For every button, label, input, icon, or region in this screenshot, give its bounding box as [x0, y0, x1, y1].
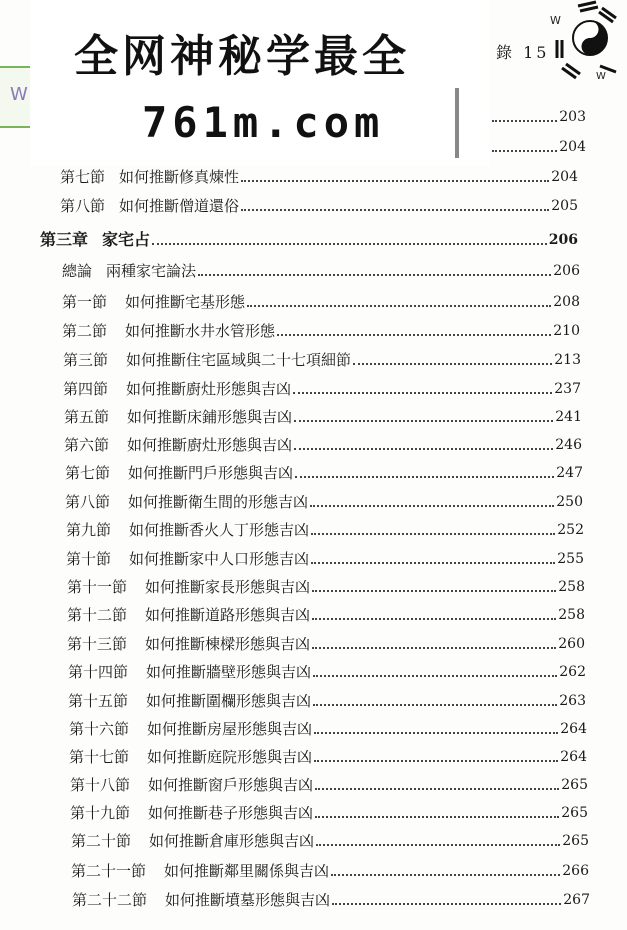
toc-title: 如何推斷衛生間的形態吉凶 — [128, 493, 309, 511]
toc-entry — [62, 289, 580, 311]
toc-page: 241 — [555, 409, 582, 425]
toc-entry — [60, 164, 578, 186]
toc-title: 如何推斷床鋪形態與吉凶 — [127, 408, 293, 426]
toc-entry — [67, 602, 585, 624]
toc-section: 第十七節 — [69, 748, 130, 766]
toc-section: 第十二節 — [67, 606, 128, 624]
leader-dots — [316, 844, 560, 846]
toc-page: 247 — [556, 465, 583, 481]
leader-dots — [314, 760, 558, 762]
toc-entry — [60, 193, 578, 215]
toc-title: 如何推斷門戶形態與吉凶 — [128, 464, 294, 482]
toc-entry — [66, 546, 584, 568]
toc-entry — [68, 688, 586, 710]
leader-dots — [353, 363, 552, 365]
toc-page: 266 — [562, 863, 589, 879]
leader-dots — [314, 732, 558, 734]
leader-dots — [294, 420, 553, 422]
toc-title: 如何推斷墳墓形態與吉凶 — [165, 891, 331, 909]
toc-page: 205 — [551, 198, 578, 214]
leader-dots — [310, 505, 554, 507]
toc-section: 第二十二節 — [72, 891, 148, 909]
toc-title: 如何推斷巷子形態與吉凶 — [148, 804, 314, 822]
toc-section: 第十三節 — [67, 635, 128, 653]
leader-dots — [198, 274, 551, 276]
toc-title: 如何推斷水井水管形態 — [125, 322, 276, 340]
toc-page: 204 — [559, 139, 586, 155]
side-tab-label: W — [10, 84, 28, 105]
leader-dots — [241, 209, 549, 211]
toc-entry — [64, 404, 582, 426]
toc-section: 第三章 — [40, 230, 89, 249]
toc-title: 如何推斷修真煉性 — [119, 168, 240, 186]
toc-section: 第一節 — [62, 293, 108, 311]
toc-page: 267 — [563, 892, 590, 908]
toc-entry — [490, 134, 586, 156]
toc-entry — [71, 828, 589, 850]
toc-section: 第八節 — [60, 197, 106, 215]
toc-entry — [62, 318, 580, 340]
toc-page: 250 — [556, 494, 583, 510]
toc-entry — [67, 631, 585, 653]
leader-dots — [241, 180, 549, 182]
toc-section: 第二十節 — [71, 832, 132, 850]
toc-page: 206 — [548, 232, 578, 248]
leader-dots — [313, 675, 557, 677]
toc-entry — [66, 517, 584, 539]
toc-title: 如何推斷廚灶形態與吉凶 — [127, 436, 293, 454]
toc-section: 第十六節 — [69, 720, 130, 738]
toc-chapter — [40, 227, 578, 249]
toc-entry — [65, 489, 583, 511]
toc-title: 如何推斷香火人丁形態吉凶 — [129, 521, 310, 539]
toc-entry — [63, 376, 581, 398]
toc-section: 第十四節 — [68, 663, 129, 681]
toc-title: 兩種家宅論法 — [106, 262, 197, 280]
toc-section: 第七節 — [60, 168, 106, 186]
emblem-letter-top: W — [550, 14, 561, 27]
toc-page: 264 — [560, 721, 587, 737]
toc-title: 如何推斷庭院形態與吉凶 — [147, 748, 313, 766]
toc-entry — [63, 347, 581, 369]
watermark-url: 761m.com — [142, 98, 385, 147]
toc-page: 263 — [559, 693, 586, 709]
leader-dots — [294, 448, 553, 450]
toc-entry — [67, 574, 585, 596]
toc-page: 258 — [558, 607, 585, 623]
toc-entry — [62, 258, 580, 280]
toc-title: 如何推斷鄰里關係與吉凶 — [164, 862, 330, 880]
toc-section: 第十一節 — [67, 578, 128, 596]
toc-page: 210 — [553, 323, 580, 339]
leader-dots — [315, 816, 559, 818]
leader-dots — [332, 903, 561, 905]
toc-page: 203 — [559, 109, 586, 125]
leader-dots — [293, 392, 552, 394]
toc-section: 第七節 — [65, 464, 111, 482]
toc-title: 家宅占 — [102, 230, 151, 249]
header-page-number: 15 — [523, 43, 550, 62]
bagua-emblem-icon — [550, 0, 625, 80]
emblem-letter-bottom: W — [596, 71, 606, 80]
toc-page: 213 — [554, 352, 581, 368]
toc-entry — [65, 460, 583, 482]
toc-section: 第十九節 — [70, 804, 131, 822]
leader-dots — [315, 788, 559, 790]
toc-section: 第六節 — [64, 436, 110, 454]
leader-dots — [492, 150, 557, 152]
watermark-title: 全网神秘学最全 — [74, 31, 410, 82]
leader-dots — [312, 647, 556, 649]
toc-title: 如何推斷窗戶形態與吉凶 — [148, 776, 314, 794]
toc-title: 如何推斷僧道還俗 — [119, 197, 240, 215]
toc-page: 204 — [551, 169, 578, 185]
toc-section: 第二節 — [62, 322, 108, 340]
toc-page: 246 — [555, 437, 582, 453]
toc-page: 208 — [553, 294, 580, 310]
toc-section: 第九節 — [66, 521, 112, 539]
toc-title: 如何推斷家長形態與吉凶 — [145, 578, 311, 596]
toc-entry — [70, 772, 588, 794]
toc-title: 如何推斷房屋形態與吉凶 — [147, 720, 313, 738]
toc-page: 262 — [559, 664, 586, 680]
toc-title: 如何推斷棟樑形態與吉凶 — [145, 635, 311, 653]
toc-page: 265 — [561, 777, 588, 793]
toc-entry — [69, 716, 587, 738]
toc-title: 如何推斷道路形態與吉凶 — [145, 606, 311, 624]
toc-section: 第五節 — [64, 408, 110, 426]
leader-dots — [295, 476, 554, 478]
toc-section: 第二十一節 — [71, 862, 147, 880]
toc-page: 252 — [557, 522, 584, 538]
toc-section: 第三節 — [63, 351, 109, 369]
leader-dots — [492, 120, 557, 122]
toc-section: 第十五節 — [68, 692, 129, 710]
toc-entry — [64, 432, 582, 454]
toc-title: 如何推斷倉庫形態與吉凶 — [149, 832, 315, 850]
toc-page: 260 — [558, 636, 585, 652]
header-label: 錄 — [496, 43, 516, 62]
toc-section: 第十節 — [66, 550, 112, 568]
toc-entry — [68, 659, 586, 681]
toc-entry — [69, 744, 587, 766]
running-header — [496, 40, 549, 63]
toc-page: 265 — [561, 805, 588, 821]
leader-dots — [152, 243, 547, 245]
banner-divider — [455, 88, 459, 158]
leader-dots — [312, 618, 556, 620]
toc-title: 如何推斷宅基形態 — [125, 293, 246, 311]
toc-section: 第十八節 — [70, 776, 131, 794]
leader-dots — [311, 533, 555, 535]
leader-dots — [277, 334, 551, 336]
toc-entry — [70, 800, 588, 822]
toc-page: 255 — [557, 551, 584, 567]
leader-dots — [313, 704, 557, 706]
toc-title: 如何推斷廚灶形態與吉凶 — [126, 380, 292, 398]
toc-page: 237 — [554, 381, 581, 397]
toc-section: 第八節 — [65, 493, 111, 511]
toc-title: 如何推斷住宅區域與二十七項細節 — [126, 351, 352, 369]
watermark-banner — [30, 0, 490, 165]
toc-entry — [490, 104, 586, 126]
leader-dots — [311, 562, 555, 564]
toc-page: 206 — [553, 263, 580, 279]
toc-title: 如何推斷牆壁形態與吉凶 — [146, 663, 312, 681]
toc-entry — [72, 887, 590, 909]
leader-dots — [331, 874, 560, 876]
toc-page: 258 — [558, 579, 585, 595]
toc-entry — [71, 858, 589, 880]
toc-section: 總論 — [62, 262, 93, 280]
toc-title: 如何推斷圍欄形態與吉凶 — [146, 692, 312, 710]
toc-section: 第四節 — [63, 380, 109, 398]
toc-page: 264 — [560, 749, 587, 765]
toc-page: 265 — [562, 833, 589, 849]
leader-dots — [312, 590, 556, 592]
leader-dots — [247, 305, 551, 307]
toc-title: 如何推斷家中人口形態吉凶 — [129, 550, 310, 568]
